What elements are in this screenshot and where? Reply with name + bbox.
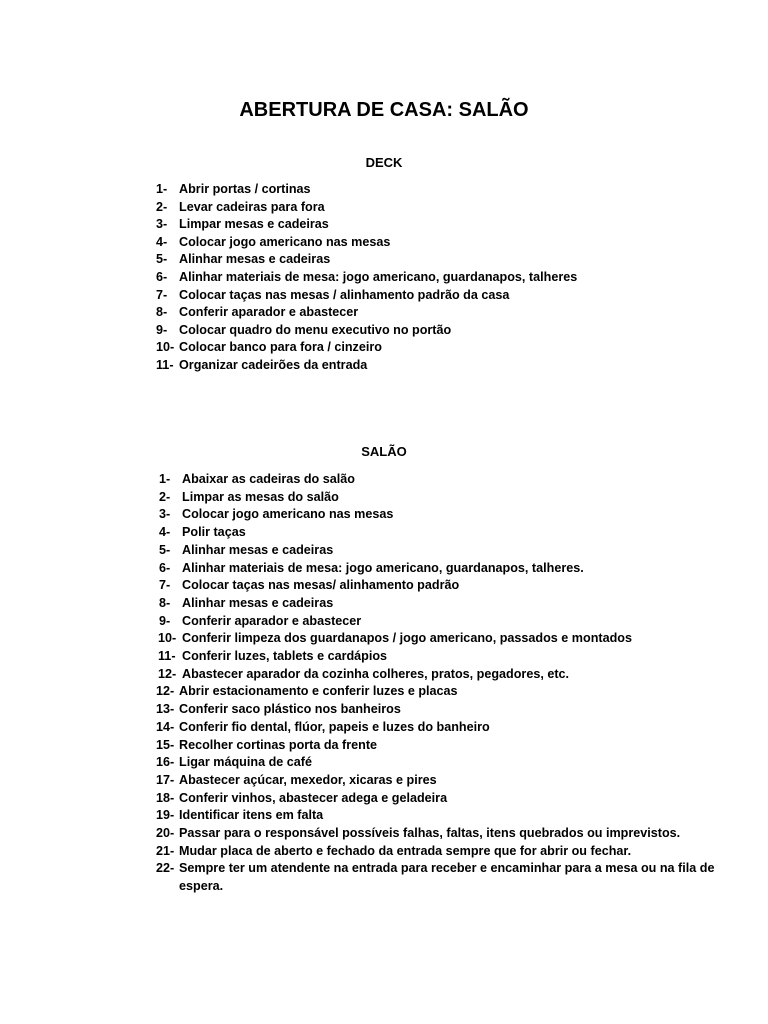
item-text: Identificar itens em falta: [179, 808, 324, 823]
item-number: 7-: [159, 578, 171, 593]
item-number: 16-: [156, 755, 175, 770]
list-item: [156, 719, 716, 737]
item-number: 4-: [159, 525, 171, 540]
list-item: [156, 251, 716, 269]
list-item: [156, 560, 716, 578]
item-number: 2-: [156, 199, 168, 214]
item-number: 6-: [156, 269, 168, 284]
item-number: 5-: [159, 542, 171, 557]
item-text: Alinhar mesas e cadeiras: [182, 542, 334, 557]
list-item: [156, 181, 716, 199]
list-item: [156, 357, 716, 375]
list-item: [156, 772, 716, 790]
list-item: [156, 216, 716, 234]
item-number: 8-: [156, 305, 168, 320]
item-number: 12-: [158, 666, 177, 681]
item-text: Abastecer aparador da cozinha colheres, pratos, pegadores, etc.: [182, 666, 570, 681]
list-item: [156, 790, 716, 808]
list-item: [156, 630, 716, 648]
list-item: [156, 234, 716, 252]
item-number: 10-: [156, 340, 175, 355]
item-text: Mudar placa de aberto e fechado da entrada sempre que for abrir ou fechar.: [179, 843, 632, 858]
item-text: Polir taças: [182, 525, 246, 540]
item-number: 20-: [156, 826, 175, 841]
item-text: Colocar banco para fora / cinzeiro: [179, 340, 382, 355]
item-number: 11-: [158, 649, 176, 664]
item-text: Conferir limpeza dos guardanapos / jogo americano, passados e montados: [182, 631, 632, 646]
list-item: [156, 304, 716, 322]
item-text: Recolher cortinas porta da frente: [179, 737, 378, 752]
list-item: [156, 595, 716, 613]
list-item: [156, 737, 716, 755]
item-text: Passar para o responsável possíveis falhas, faltas, itens quebrados ou imprevistos.: [179, 826, 681, 841]
item-number: 1-: [156, 182, 168, 196]
list-item: [156, 471, 716, 489]
item-number: 12-: [156, 684, 175, 699]
item-text: Conferir luzes, tablets e cardápios: [182, 649, 388, 664]
list-item: [156, 613, 716, 631]
item-text: Alinhar mesas e cadeiras: [179, 252, 331, 267]
item-number: 22-: [156, 861, 175, 876]
page-title: ABERTURA DE CASA: SALÃO: [239, 99, 529, 122]
list-item: [156, 754, 716, 772]
item-text: Conferir saco plástico nos banheiros: [179, 702, 401, 717]
item-text: Abrir portas / cortinas: [179, 182, 311, 196]
list-item: [156, 577, 716, 595]
list-item: [156, 489, 716, 507]
item-number: 10-: [158, 631, 177, 646]
item-text: Colocar jogo americano nas mesas: [182, 507, 394, 522]
item-text: Colocar taças nas mesas / alinhamento padrão da casa: [179, 287, 510, 302]
list-item: [156, 843, 716, 861]
item-number: 11-: [156, 357, 174, 372]
list-item: [156, 860, 716, 895]
item-text: Colocar jogo americano nas mesas: [179, 234, 391, 249]
list-item: [156, 542, 716, 560]
item-text: Alinhar materiais de mesa: jogo americano, guardanapos, talheres.: [182, 560, 584, 575]
list-item: [156, 506, 716, 524]
item-number: 15-: [156, 737, 175, 752]
list-item: [156, 807, 716, 825]
item-number: 21-: [156, 843, 175, 858]
item-text: Alinhar materiais de mesa: jogo americano, guardanapos, talheres: [179, 269, 578, 284]
list-item: [156, 524, 716, 542]
item-number: 2-: [159, 489, 171, 504]
item-text: Abaixar as cadeiras do salão: [182, 472, 355, 486]
item-number: 9-: [159, 613, 171, 628]
item-text: Limpar as mesas do salão: [182, 489, 339, 504]
item-number: 18-: [156, 790, 175, 805]
item-number: 9-: [156, 322, 168, 337]
item-text: Alinhar mesas e cadeiras: [182, 595, 334, 610]
item-number: 14-: [156, 719, 175, 734]
list-item: [156, 322, 716, 340]
item-number: 5-: [156, 252, 168, 267]
item-text: Abastecer açúcar, mexedor, xicaras e pires: [179, 772, 437, 787]
item-number: 13-: [156, 702, 175, 717]
list-item: [156, 269, 716, 287]
item-number: 3-: [159, 507, 171, 522]
item-number: 19-: [156, 808, 175, 823]
item-text: Limpar mesas e cadeiras: [179, 217, 329, 232]
list-item: [156, 339, 716, 357]
list-item: [156, 648, 716, 666]
item-number: 6-: [159, 560, 171, 575]
item-text: Conferir aparador e abastecer: [182, 613, 362, 628]
list-item: [156, 199, 716, 217]
salao-section-heading: SALÃO: [361, 444, 407, 459]
list-item: [156, 287, 716, 305]
item-text: Sempre ter um atendente na entrada para receber e encaminhar para a mesa ou na fila de espera.: [179, 861, 715, 894]
item-text: Conferir aparador e abastecer: [179, 305, 359, 320]
item-text: Organizar cadeirões da entrada: [179, 357, 368, 372]
salao-task-list: [156, 471, 716, 896]
item-text: Colocar quadro do menu executivo no portão: [179, 322, 452, 337]
item-number: 7-: [156, 287, 168, 302]
deck-task-list: [156, 181, 716, 375]
item-text: Conferir fio dental, flúor, papeis e luzes do banheiro: [179, 719, 490, 734]
item-number: 8-: [159, 595, 171, 610]
list-item: [156, 666, 716, 684]
list-item: [156, 825, 716, 843]
deck-section-heading: DECK: [365, 155, 403, 170]
item-number: 3-: [156, 217, 168, 232]
item-number: 4-: [156, 234, 168, 249]
list-item: [156, 701, 716, 719]
item-text: Colocar taças nas mesas/ alinhamento padrão: [182, 578, 460, 593]
item-text: Ligar máquina de café: [179, 755, 312, 770]
item-number: 17-: [156, 772, 175, 787]
item-text: Conferir vinhos, abastecer adega e geladeira: [179, 790, 448, 805]
item-text: Abrir estacionamento e conferir luzes e placas: [179, 684, 458, 699]
item-number: 1-: [159, 472, 171, 486]
item-text: Levar cadeiras para fora: [179, 199, 325, 214]
list-item: [156, 683, 716, 701]
